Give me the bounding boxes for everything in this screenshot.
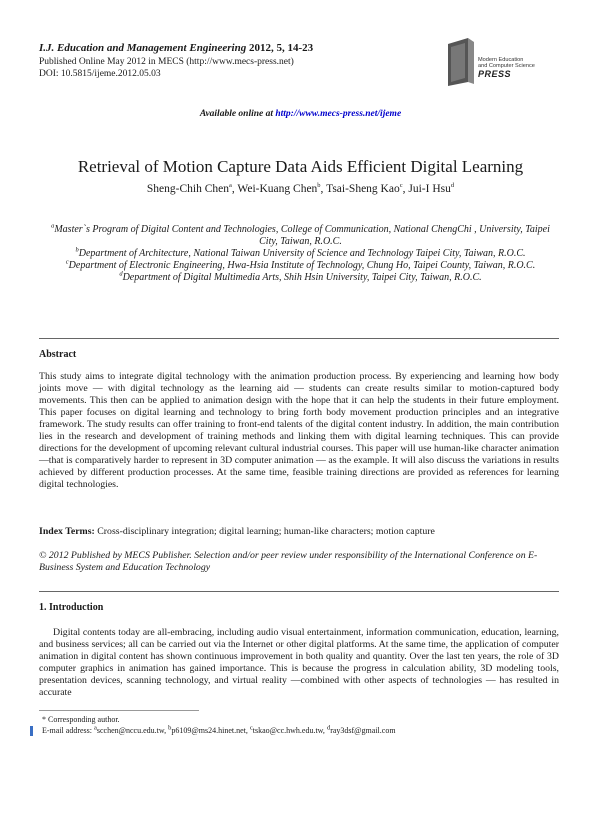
author-affiliation-mark: d (450, 182, 455, 190)
index-terms-label: Index Terms: (39, 526, 95, 537)
corresponding-author-note: * Corresponding author. (42, 715, 120, 724)
author-list: Sheng-Chih Chen$^a$, Wei-Kuang Chen$^b$, Tsai-Sheng Kao$^c$, Jui-I Hsu$^d$ (146, 182, 455, 195)
published-line: Published Online May 2012 in MECS (http://www.mecs-press.net) (39, 57, 294, 67)
change-bar-marker (30, 726, 33, 736)
author-affiliation-mark: c (399, 182, 403, 190)
email-address: scchen@nccu.edu.tw, (96, 726, 169, 735)
divider (39, 591, 559, 592)
affiliations (45, 224, 556, 284)
journal-url-link[interactable]: http://www.mecs-press.net/ijeme (275, 109, 402, 119)
author-affiliation-mark: a (228, 182, 232, 190)
section-heading-introduction: 1. Introduction (39, 602, 104, 613)
author-name: Jui-I Hsu (408, 183, 451, 195)
abstract-text: This study aims to integrate digital technology with the animation production process. By experiencing and learning how body joints move — with digital technology as the learning aid — students can create results similar to motion-captured body movements. This then can be applied to animation design with the hope that it can help the students in their future employment. This paper focuses on digital learning and technology to bring forth body movement production principles and an integrative framework. The study results can offer training to front-end talents of the digital content industry. In addition, the main contribution lies in the research and development of training methods and linking them with digital learning techniques. This can provide directions for the development of upcoming relevant cultural industrial courses. This paper will use human-like character animation —that is comparatively harder to represent in 3D computer animation — as the example. It will also discuss the variations in results achieved by different production processes. At the same time, feasible training directions are provided as references for learning digital technologies. (39, 371, 559, 490)
index-terms (39, 526, 559, 538)
email-addresses: E-mail address: $^a$scchen@nccu.edu.tw, $^b$p6109@ms24.hinet.net, $^c$tskao@cc.hwh.edu.tw, $^d$ray3dsf@gmail.com (42, 724, 396, 735)
index-terms-list: Cross-disciplinary integration; digital learning; human-like characters; motion capture (94, 526, 435, 537)
logo-text: Modern Education and Computer Science (478, 57, 535, 69)
publisher-logo (446, 34, 566, 90)
email-address: ray3dsf@gmail.com (330, 726, 396, 735)
affiliation-item: $^a$Master`s Program of Digital Content and Technologies, College of Communication, National ChengChi , University, Taipei City, Taiwan, R.O.C. (51, 222, 550, 247)
affiliation-item: $^d$Department of Digital Multimedia Arts, Shih Hsin University, Taipei City, Taiwan, R.O.C. (119, 270, 482, 283)
author-name: Sheng-Chih Chen (146, 183, 229, 195)
journal-title: I.J. Education and Management Engineering (39, 42, 247, 54)
author-name: Tsai-Sheng Kao (326, 183, 400, 195)
divider (39, 338, 559, 339)
doi-line: DOI: 10.5815/ijeme.2012.05.03 (39, 69, 161, 79)
author-affiliation-mark: b (317, 182, 321, 190)
copyright-notice: © 2012 Published by MECS Publisher. Selection and/or peer review under responsibility of the International Conference on E-Business System and Education Technology (39, 550, 538, 573)
footnote-rule (39, 710, 199, 711)
journal-citation (39, 42, 313, 55)
affiliation-item: $^b$Department of Architecture, National Taiwan University of Science and Technology Taipei City, Taiwan, R.O.C. (75, 246, 526, 259)
author-name: Wei-Kuang Chen (237, 183, 318, 195)
affiliation-item: $^c$Department of Electronic Engineering, Hwa-Hsia Institute of Technology, Chung Ho, Taipei County, Taiwan, R.O.C. (65, 258, 536, 271)
email-address: tskao@cc.hwh.edu.tw, (252, 726, 327, 735)
email-address: p6109@ms24.hinet.net, (171, 726, 250, 735)
volume-info: 2012, 5, 14-23 (246, 42, 314, 54)
paper-title: Retrieval of Motion Capture Data Aids Efficient Digital Learning (77, 157, 524, 176)
book-logo-icon (446, 36, 476, 88)
available-online: Available online at http://www.mecs-press.net/ijeme (199, 109, 402, 119)
abstract-heading: Abstract (39, 349, 77, 360)
introduction-text: Digital contents today are all-embracing, including audio visual entertainment, information communication, education, learning, and business services; all can be carried out via the Internet or other digital platforms. At the same time, the application of computer animation in digital content has shown continuous improvement in both quality and quantity. Over the last ten years, the role of 3D computer graphics in animation has gained importance. This is because the progress in calculation ability, 3D modeling tools, presentation devices, scanning technology, and virtual reality —combined with other aspects of technologies — has resulted in accurate (39, 627, 559, 698)
logo-press: PRESS (478, 69, 512, 79)
